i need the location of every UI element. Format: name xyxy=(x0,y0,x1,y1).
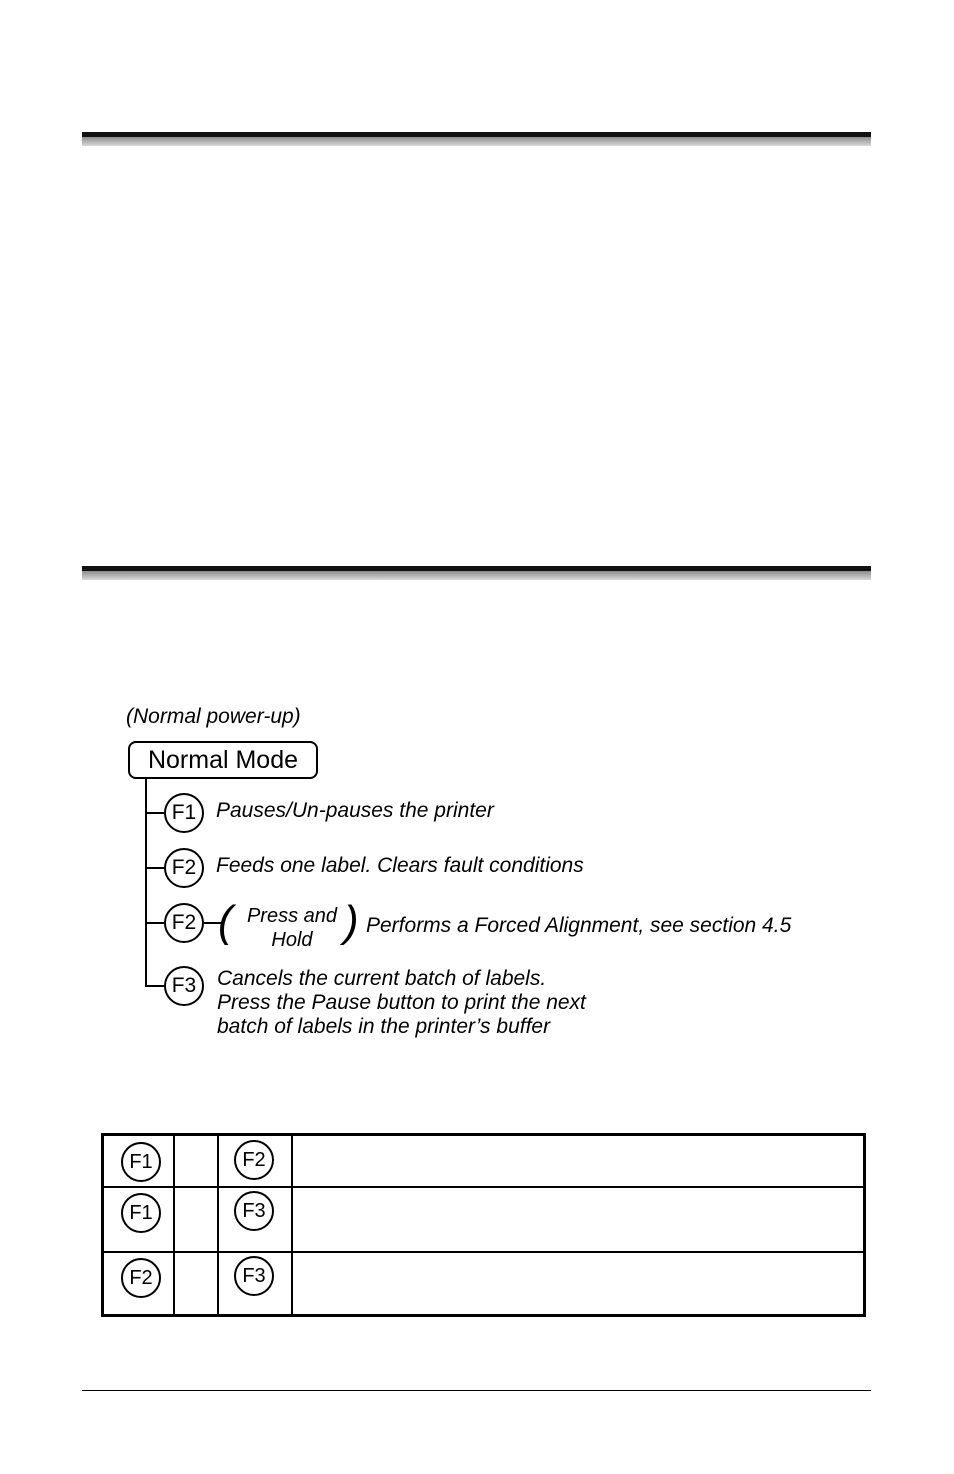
f3-description xyxy=(217,967,586,1039)
tree-branch-1 xyxy=(145,812,164,814)
footer-rule xyxy=(82,1390,871,1391)
tree-branch-2 xyxy=(145,867,164,869)
f1-description: Pauses/Un-pauses the printer xyxy=(216,799,494,822)
left-bracket: ( xyxy=(218,897,233,946)
column-divider xyxy=(217,1136,219,1314)
f3-key-icon: F3 xyxy=(234,1256,274,1296)
press-hold-line-2: Hold xyxy=(271,929,313,951)
f2-hold-key-icon: F2 xyxy=(164,903,204,943)
f1-key-icon: F1 xyxy=(121,1193,161,1233)
f2-key-icon: F2 xyxy=(121,1258,161,1298)
f2-description: Feeds one label. Clears fault conditions xyxy=(216,854,584,877)
section-rule-middle xyxy=(82,566,871,580)
press-and-hold-label xyxy=(236,904,348,952)
column-divider xyxy=(291,1136,293,1314)
tree-branch-3 xyxy=(145,922,164,924)
right-bracket: ) xyxy=(344,897,359,946)
f3-key-icon: F3 xyxy=(234,1191,274,1231)
mode-label: Normal Mode xyxy=(147,745,299,774)
press-hold-line-1: Press and xyxy=(246,905,338,927)
f3-description-line-2: Press the Pause button to print the next xyxy=(217,991,586,1014)
key-combination-table xyxy=(101,1133,866,1317)
f1-key-icon: F1 xyxy=(121,1142,161,1182)
tree-trunk xyxy=(145,779,147,986)
section-rule-top xyxy=(82,132,871,146)
normal-mode-box xyxy=(128,741,318,779)
f1-key-icon: F1 xyxy=(164,793,204,833)
f3-description-line-3: batch of labels in the printer’s buffer xyxy=(217,1015,551,1038)
f3-key-icon: F3 xyxy=(164,966,204,1006)
tree-branch-4 xyxy=(145,985,164,987)
column-divider xyxy=(173,1136,175,1314)
f3-description-line-1: Cancels the current batch of labels. xyxy=(217,967,547,990)
diagram-caption: (Normal power-up) xyxy=(126,705,301,728)
f2-key-icon: F2 xyxy=(164,848,204,888)
f2-hold-description: Performs a Forced Alignment, see section 4.5 xyxy=(366,914,792,937)
f2-key-icon: F2 xyxy=(234,1140,274,1180)
